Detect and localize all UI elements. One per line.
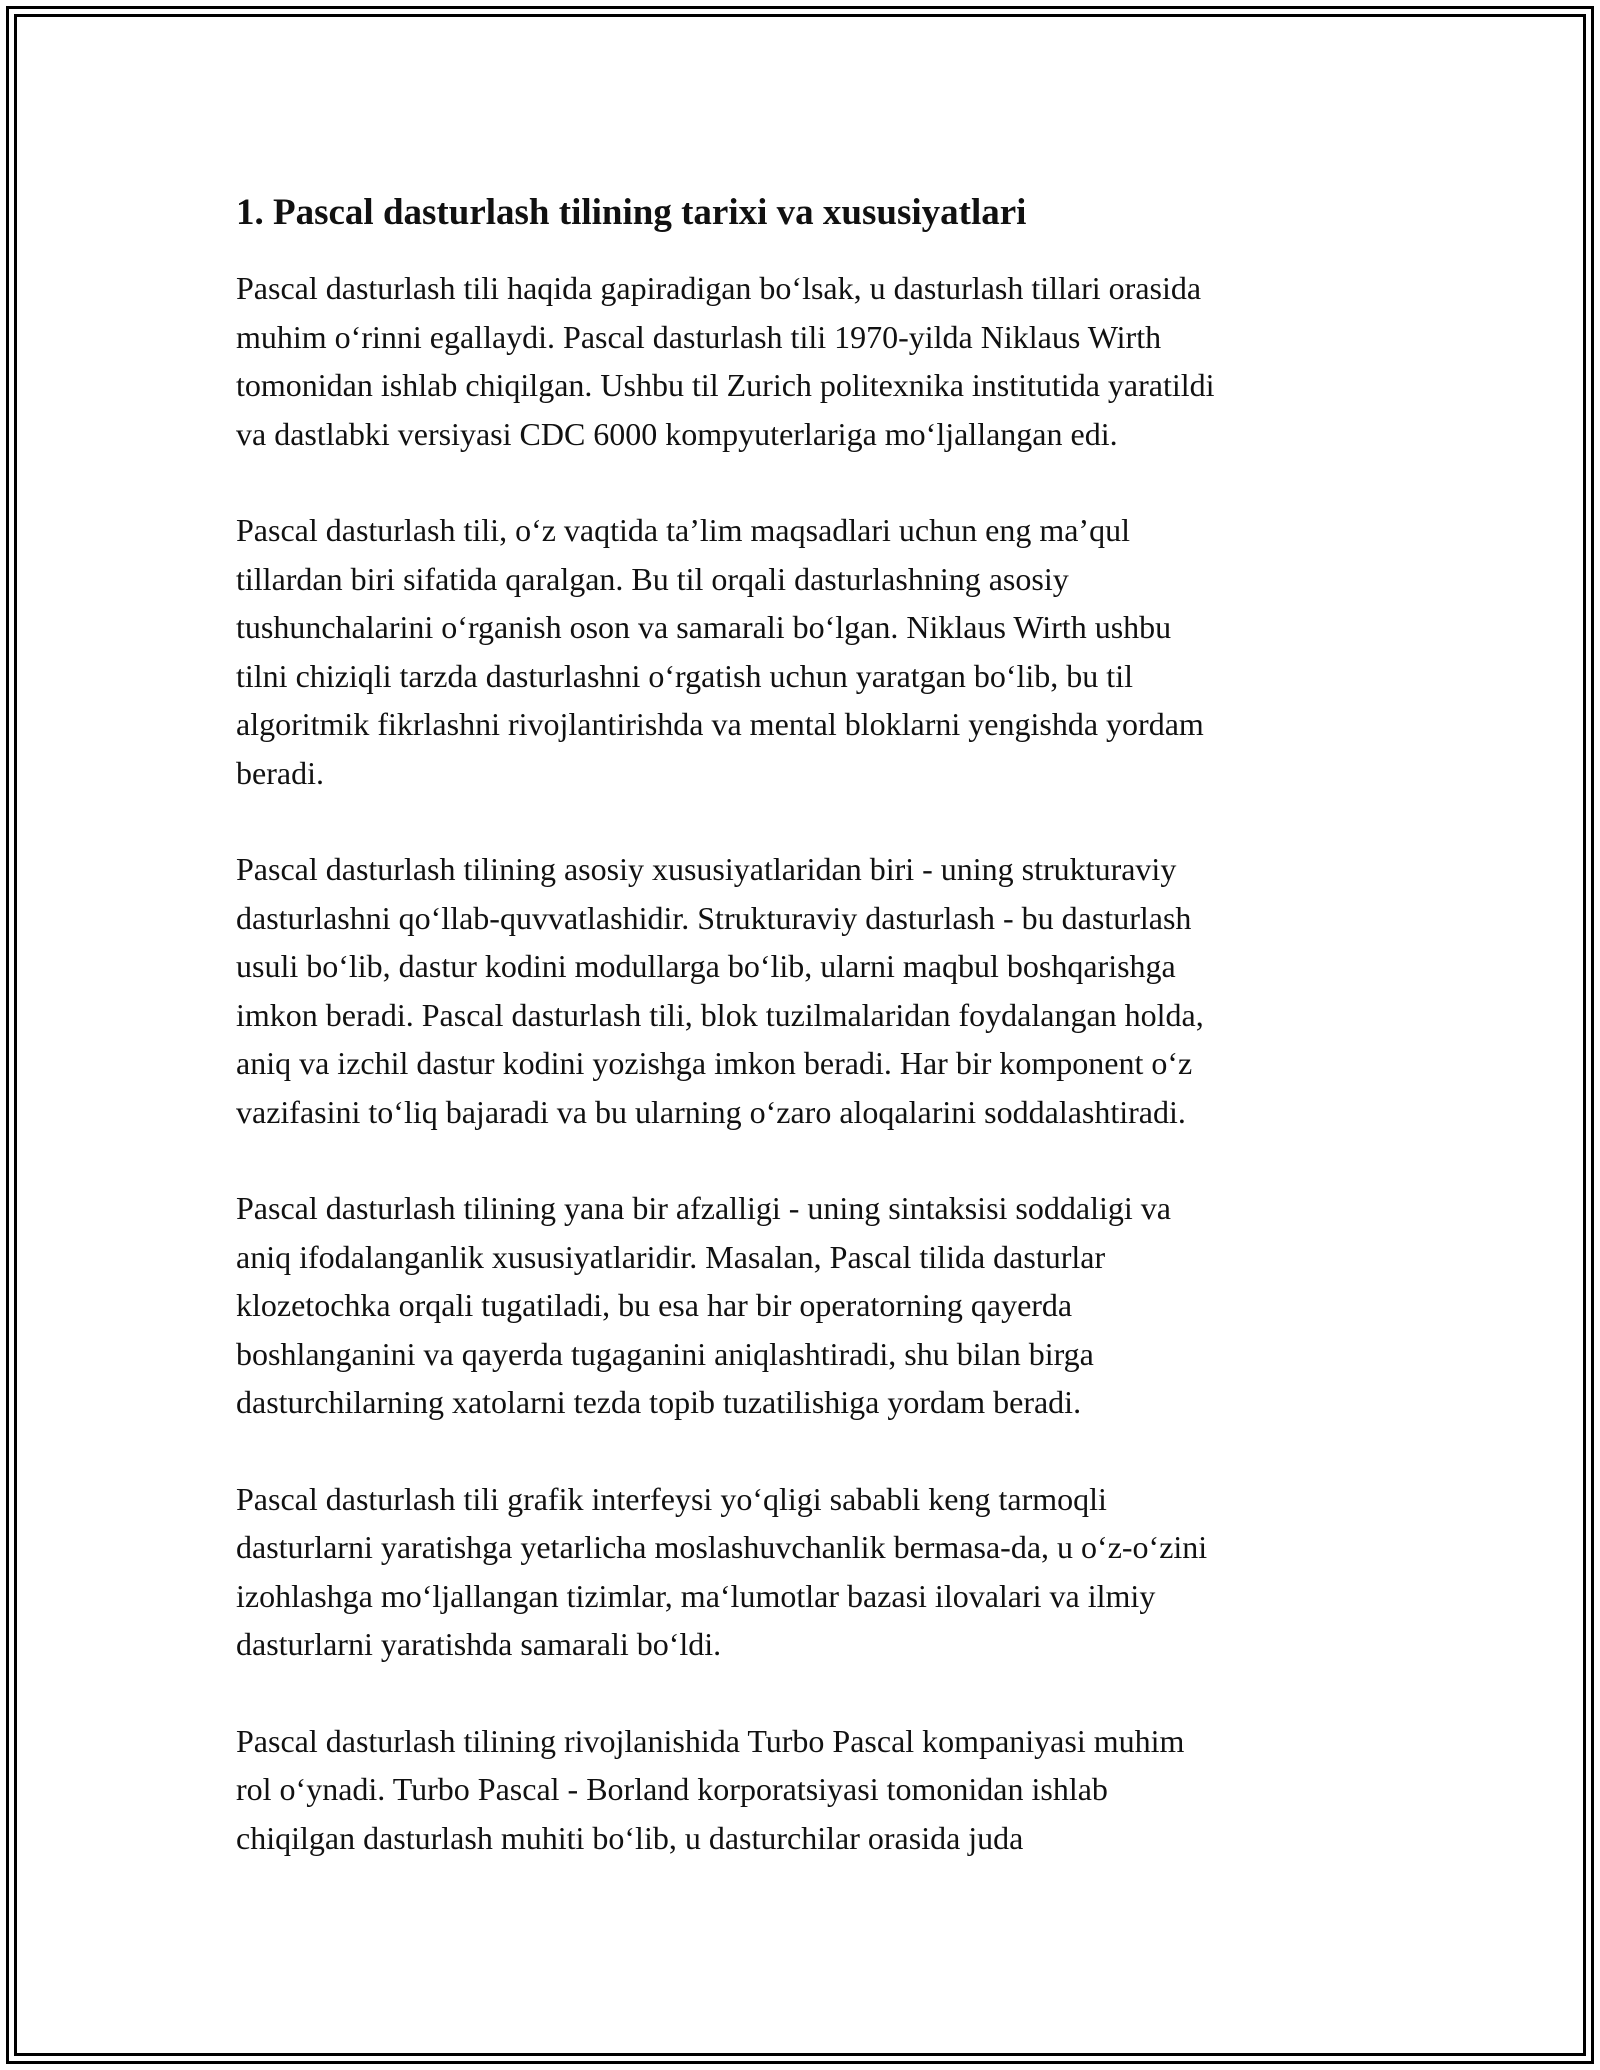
document-page [236, 186, 1376, 1910]
paragraph-applications: Pascal dasturlash tili grafik interfeysi yo‘qligi sababli keng tarmoqli dasturlarni yaratishga yetarlicha moslashuvchanlik bermasa-da, u o‘z-o‘zini izohlashga mo‘ljallangan tizimlar, ma‘lumotlar bazasi ilovalari va ilmiy dasturlarni yaratishda samarali bo‘ldi. [236, 1480, 1208, 1662]
paragraph-history: Pascal dasturlash tili haqida gapiradigan bo‘lsak, u dasturlash tillari orasida muhim o‘rinni egallaydi. Pascal dasturlash tili 1970-yilda Niklaus Wirth tomonidan ishlab chiqilgan. Ushbu til Zurich politexnika institutida yaratildi va dastlabki versiyasi CDC 6000 kompyuterlariga mo‘ljallangan edi. [236, 270, 1215, 452]
paragraph-education: Pascal dasturlash tili, o‘z vaqtida ta’lim maqsadlari uchun eng ma’qul tillardan biri sifatida qaralgan. Bu til orqali dasturlashning asosiy tushunchalarini o‘rganish oson va samarali bo‘lgan. Niklaus Wirth ushbu tilni chiziqli tarzda dasturlashni o‘rgatish uchun yaratgan bo‘lib, bu til algoritmik fikrlashni rivojlantirishda va mental bloklarni yengishda yordam beradi. [236, 512, 1204, 791]
paragraph-structured: Pascal dasturlash tilining asosiy xususiyatlaridan biri - uning strukturaviy dasturlashni qo‘llab-quvvatlashidir. Strukturaviy dasturlash - bu dasturlash usuli bo‘lib, dastur kodini modullarga bo‘lib, ularni maqbul boshqarishga imkon beradi. Pascal dasturlash tili, blok tuzilmalaridan foydalangan holda, aniq va izchil dastur kodini yozishga imkon beradi. Har bir komponent o‘z vazifasini to‘liq bajaradi va bu ularning o‘zaro aloqalarini soddalashtiradi. [236, 851, 1204, 1130]
section-heading: 1. Pascal dasturlash tilining tarixi va xususiyatlari [236, 192, 1027, 233]
paragraph-syntax: Pascal dasturlash tilining yana bir afzalligi - uning sintaksisi soddaligi va aniq ifodalanganlik xususiyatlaridir. Masalan, Pascal tilida dasturlar klozetochka orqali tugatiladi, bu esa har bir operatorning qayerda boshlanganini va qayerda tugaganini aniqlashtiradi, shu bilan birga dasturchilarning xatolarni tezda topib tuzatilishiga yordam beradi. [236, 1190, 1171, 1420]
paragraph-turbo-pascal: Pascal dasturlash tilining rivojlanishida Turbo Pascal kompaniyasi muhim rol o‘ynadi. Turbo Pascal - Borland korporatsiyasi tomonidan ishlab chiqilgan dasturlash muhiti bo‘lib, u dasturchilar orasida juda [236, 1722, 1185, 1856]
